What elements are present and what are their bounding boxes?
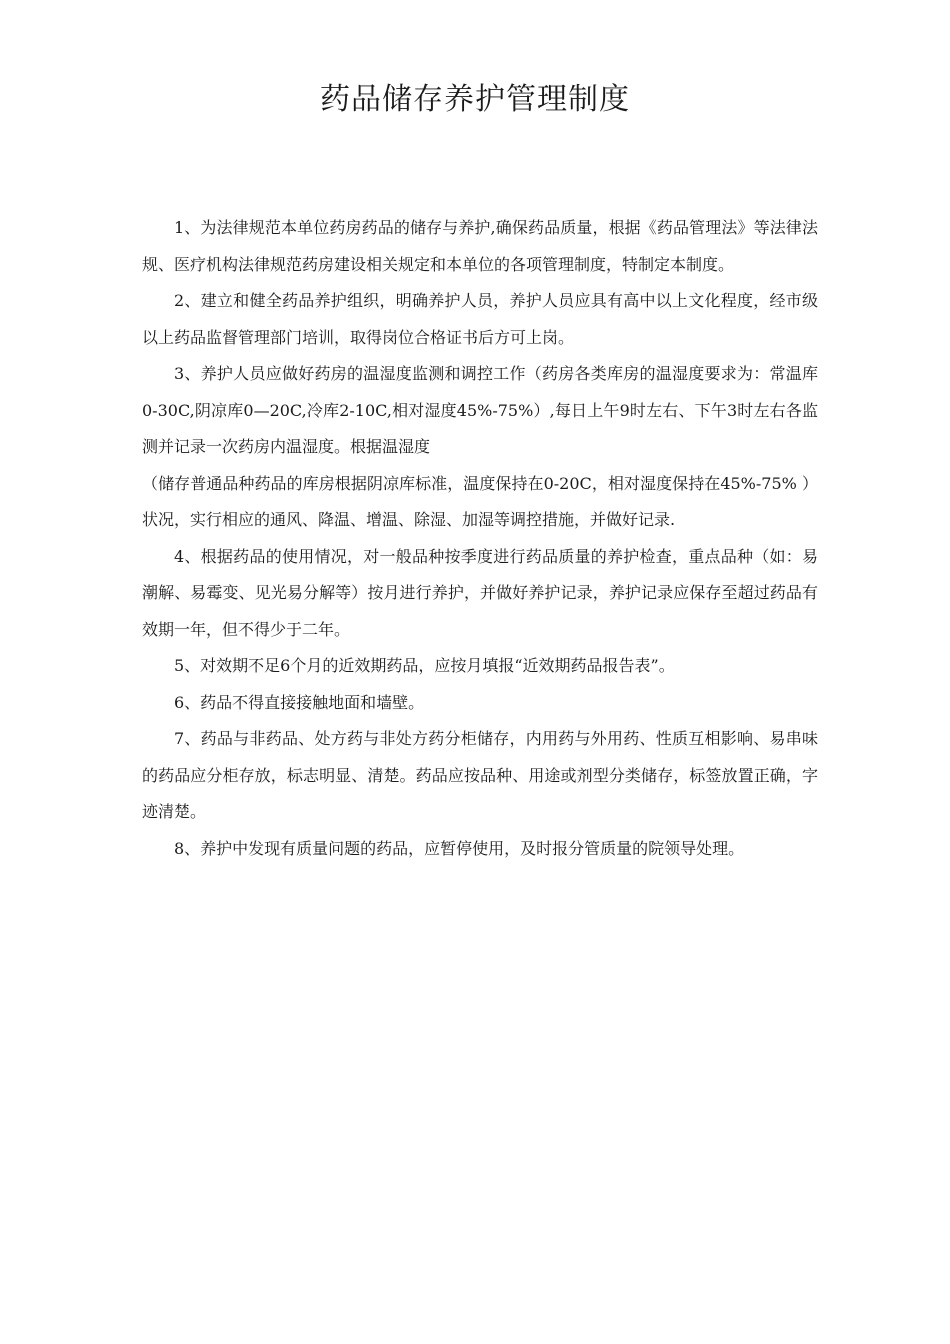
paragraph-2: 2、建立和健全药品养护组织，明确养护人员，养护人员应具有高中以上文化程度，经市级以上药品监督管理部门培训，取得岗位合格证书后方可上岗。 [142,291,818,347]
paragraph-3: 3、养护人员应做好药房的温湿度监测和调控工作（药房各类库房的温湿度要求为：常温库0-30C,阴凉库0—20C,冷库2-10C,相对湿度45%-75%）,每日上午9时左右、下午3时左右各监测并记录一次药房内温湿度。根据温湿度 [142,364,818,456]
paragraph-4: 4、根据药品的使用情况，对一般品种按季度进行药品质量的养护检查，重点品种（如：易潮解、易霉变、见光易分解等）按月进行养护，并做好养护记录，养护记录应保存至超过药品有效期一年，但不得少于二年。 [142,546,818,639]
paragraph-6: 6、药品不得直接接触地面和墙壁。 [174,692,425,712]
paragraph-8: 8、养护中发现有质量问题的药品，应暂停使用，及时报分管质量的院领导处理。 [174,838,745,858]
paragraph-1: 1、为法律规范本单位药房药品的储存与养护,确保药品质量，根据《药品管理法》等法律法规、医疗机构法律规范药房建设相关规定和本单位的各项管理制度，特制定本制度。 [142,218,818,274]
paragraph-5: 5、对效期不足6个月的近效期药品，应按月填报“近效期药品报告表”。 [174,656,675,675]
document-title: 药品储存养护管理制度 [320,82,630,117]
paragraph-3-continued: （储存普通品种药品的库房根据阴凉库标准，温度保持在0-20C，相对湿度保持在45%-75% ）状况，实行相应的通风、降温、增温、除湿、加湿等调控措施，并做好记录. [142,473,818,529]
paragraph-7: 7、药品与非药品、处方药与非处方药分柜储存，内用药与外用药、性质互相影响、易串味的药品应分柜存放，标志明显、清楚。药品应按品种、用途或剂型分类储存，标签放置正确，字迹清楚。 [142,729,818,821]
document-body [142,210,818,867]
